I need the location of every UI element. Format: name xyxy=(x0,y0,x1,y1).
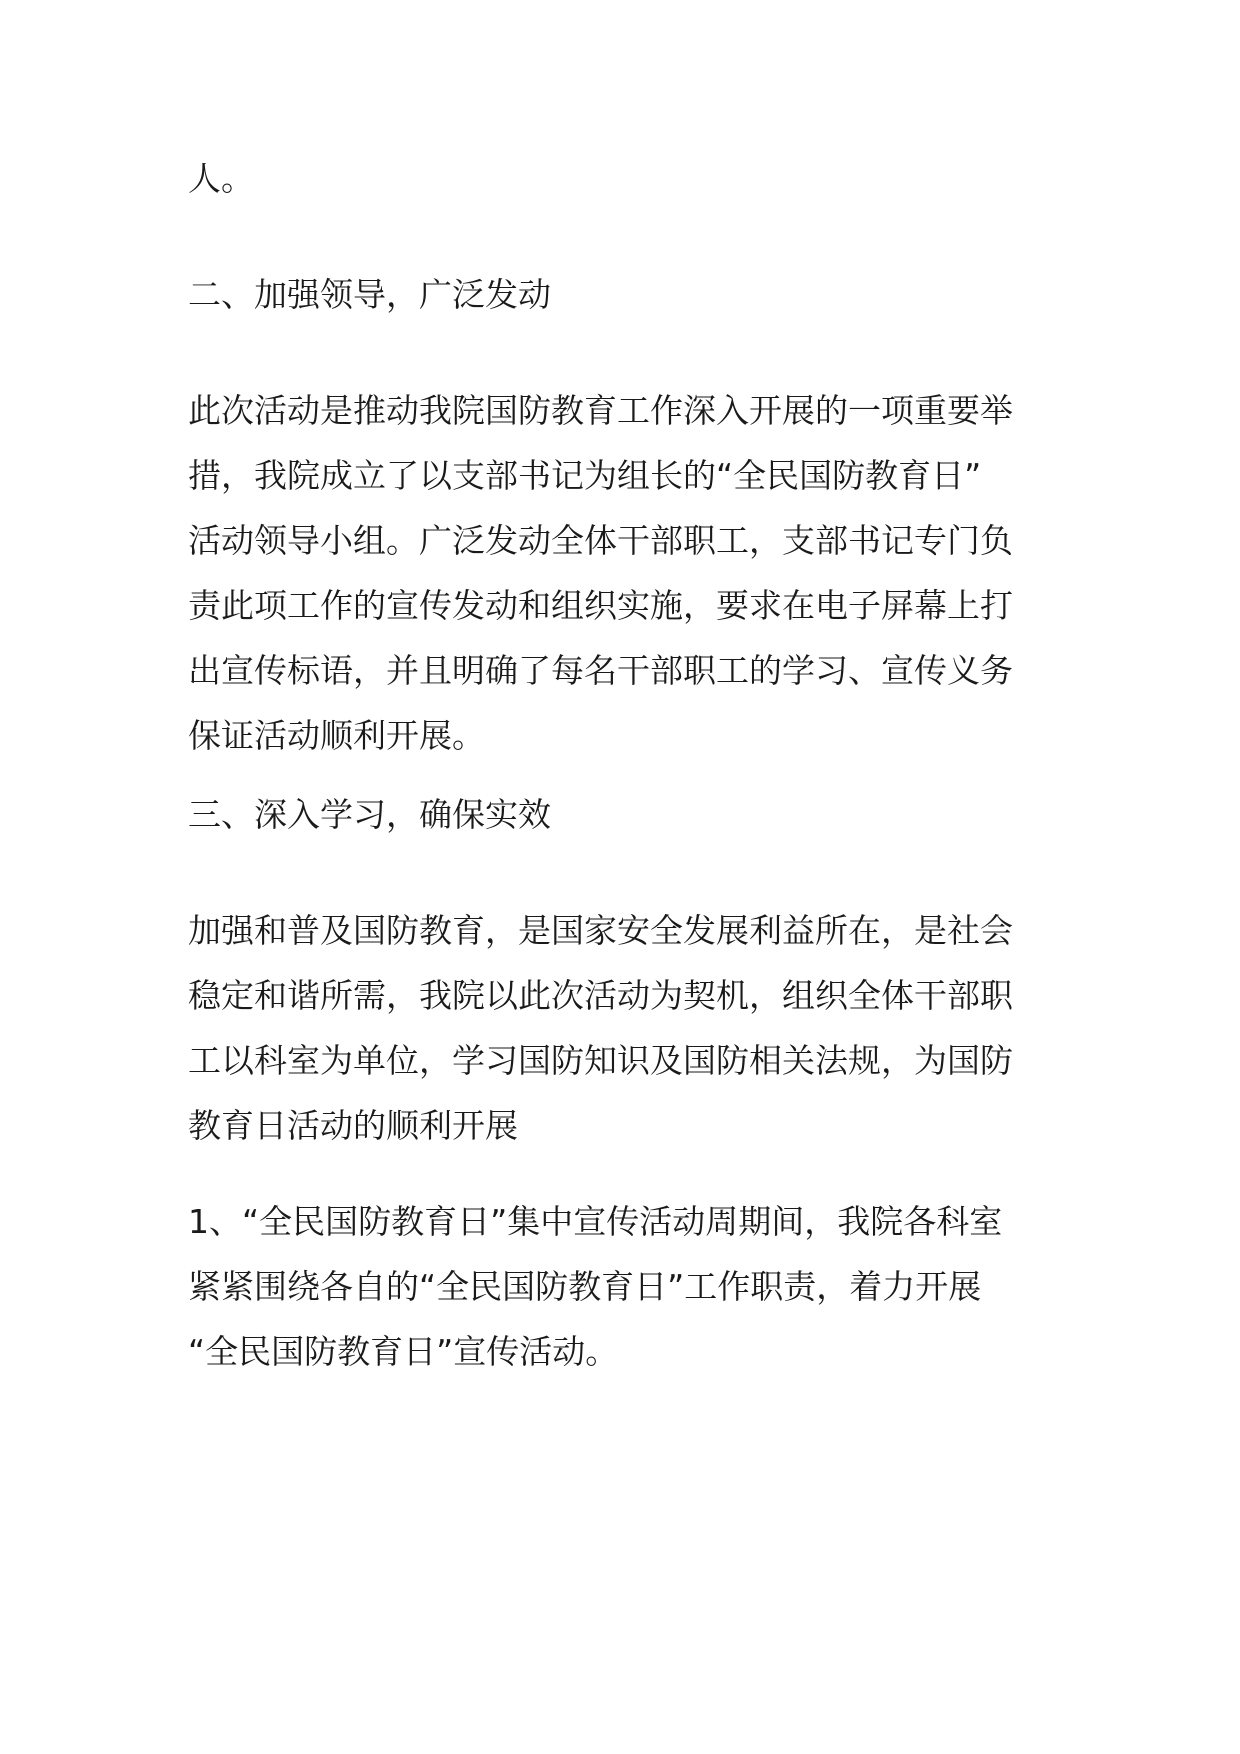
section-heading-2 xyxy=(188,262,1068,327)
text-line: 教育日活动的顺利开展 xyxy=(188,1106,518,1145)
text-line: 活动领导小组。广泛发动全体干部职工，支部书记专门负 xyxy=(188,521,1013,560)
text-line: 工以科室为单位，学习国防知识及国防相关法规，为国防 xyxy=(188,1041,1013,1080)
text-line: 1、“全民国防教育日”集中宣传活动周期间，我院各科室 xyxy=(188,1202,1003,1241)
text-line: 人。 xyxy=(188,159,254,198)
heading-text: 二、加强领导，广泛发动 xyxy=(188,275,551,314)
paragraph-continuation xyxy=(188,146,1068,211)
text-line: 出宣传标语，并且明确了每名干部职工的学习、宣传义务 xyxy=(188,651,1013,690)
paragraph-leadership xyxy=(188,378,1068,768)
paragraph-study xyxy=(188,898,1068,1158)
text-line: 加强和普及国防教育，是国家安全发展利益所在，是社会 xyxy=(188,911,1013,950)
text-line: “全民国防教育日”宣传活动。 xyxy=(188,1332,619,1371)
text-line: 保证活动顺利开展。 xyxy=(188,716,485,755)
list-item-1 xyxy=(188,1189,1068,1384)
heading-text: 三、深入学习，确保实效 xyxy=(188,795,551,834)
text-line: 稳定和谐所需，我院以此次活动为契机，组织全体干部职 xyxy=(188,976,1013,1015)
section-heading-3 xyxy=(188,782,1068,847)
text-line: 措，我院成立了以支部书记为组长的“全民国防教育日” xyxy=(188,456,982,495)
text-line: 此次活动是推动我院国防教育工作深入开展的一项重要举 xyxy=(188,391,1013,430)
text-line: 责此项工作的宣传发动和组织实施，要求在电子屏幕上打 xyxy=(188,586,1013,625)
text-line: 紧紧围绕各自的“全民国防教育日”工作职责，着力开展 xyxy=(188,1267,982,1306)
